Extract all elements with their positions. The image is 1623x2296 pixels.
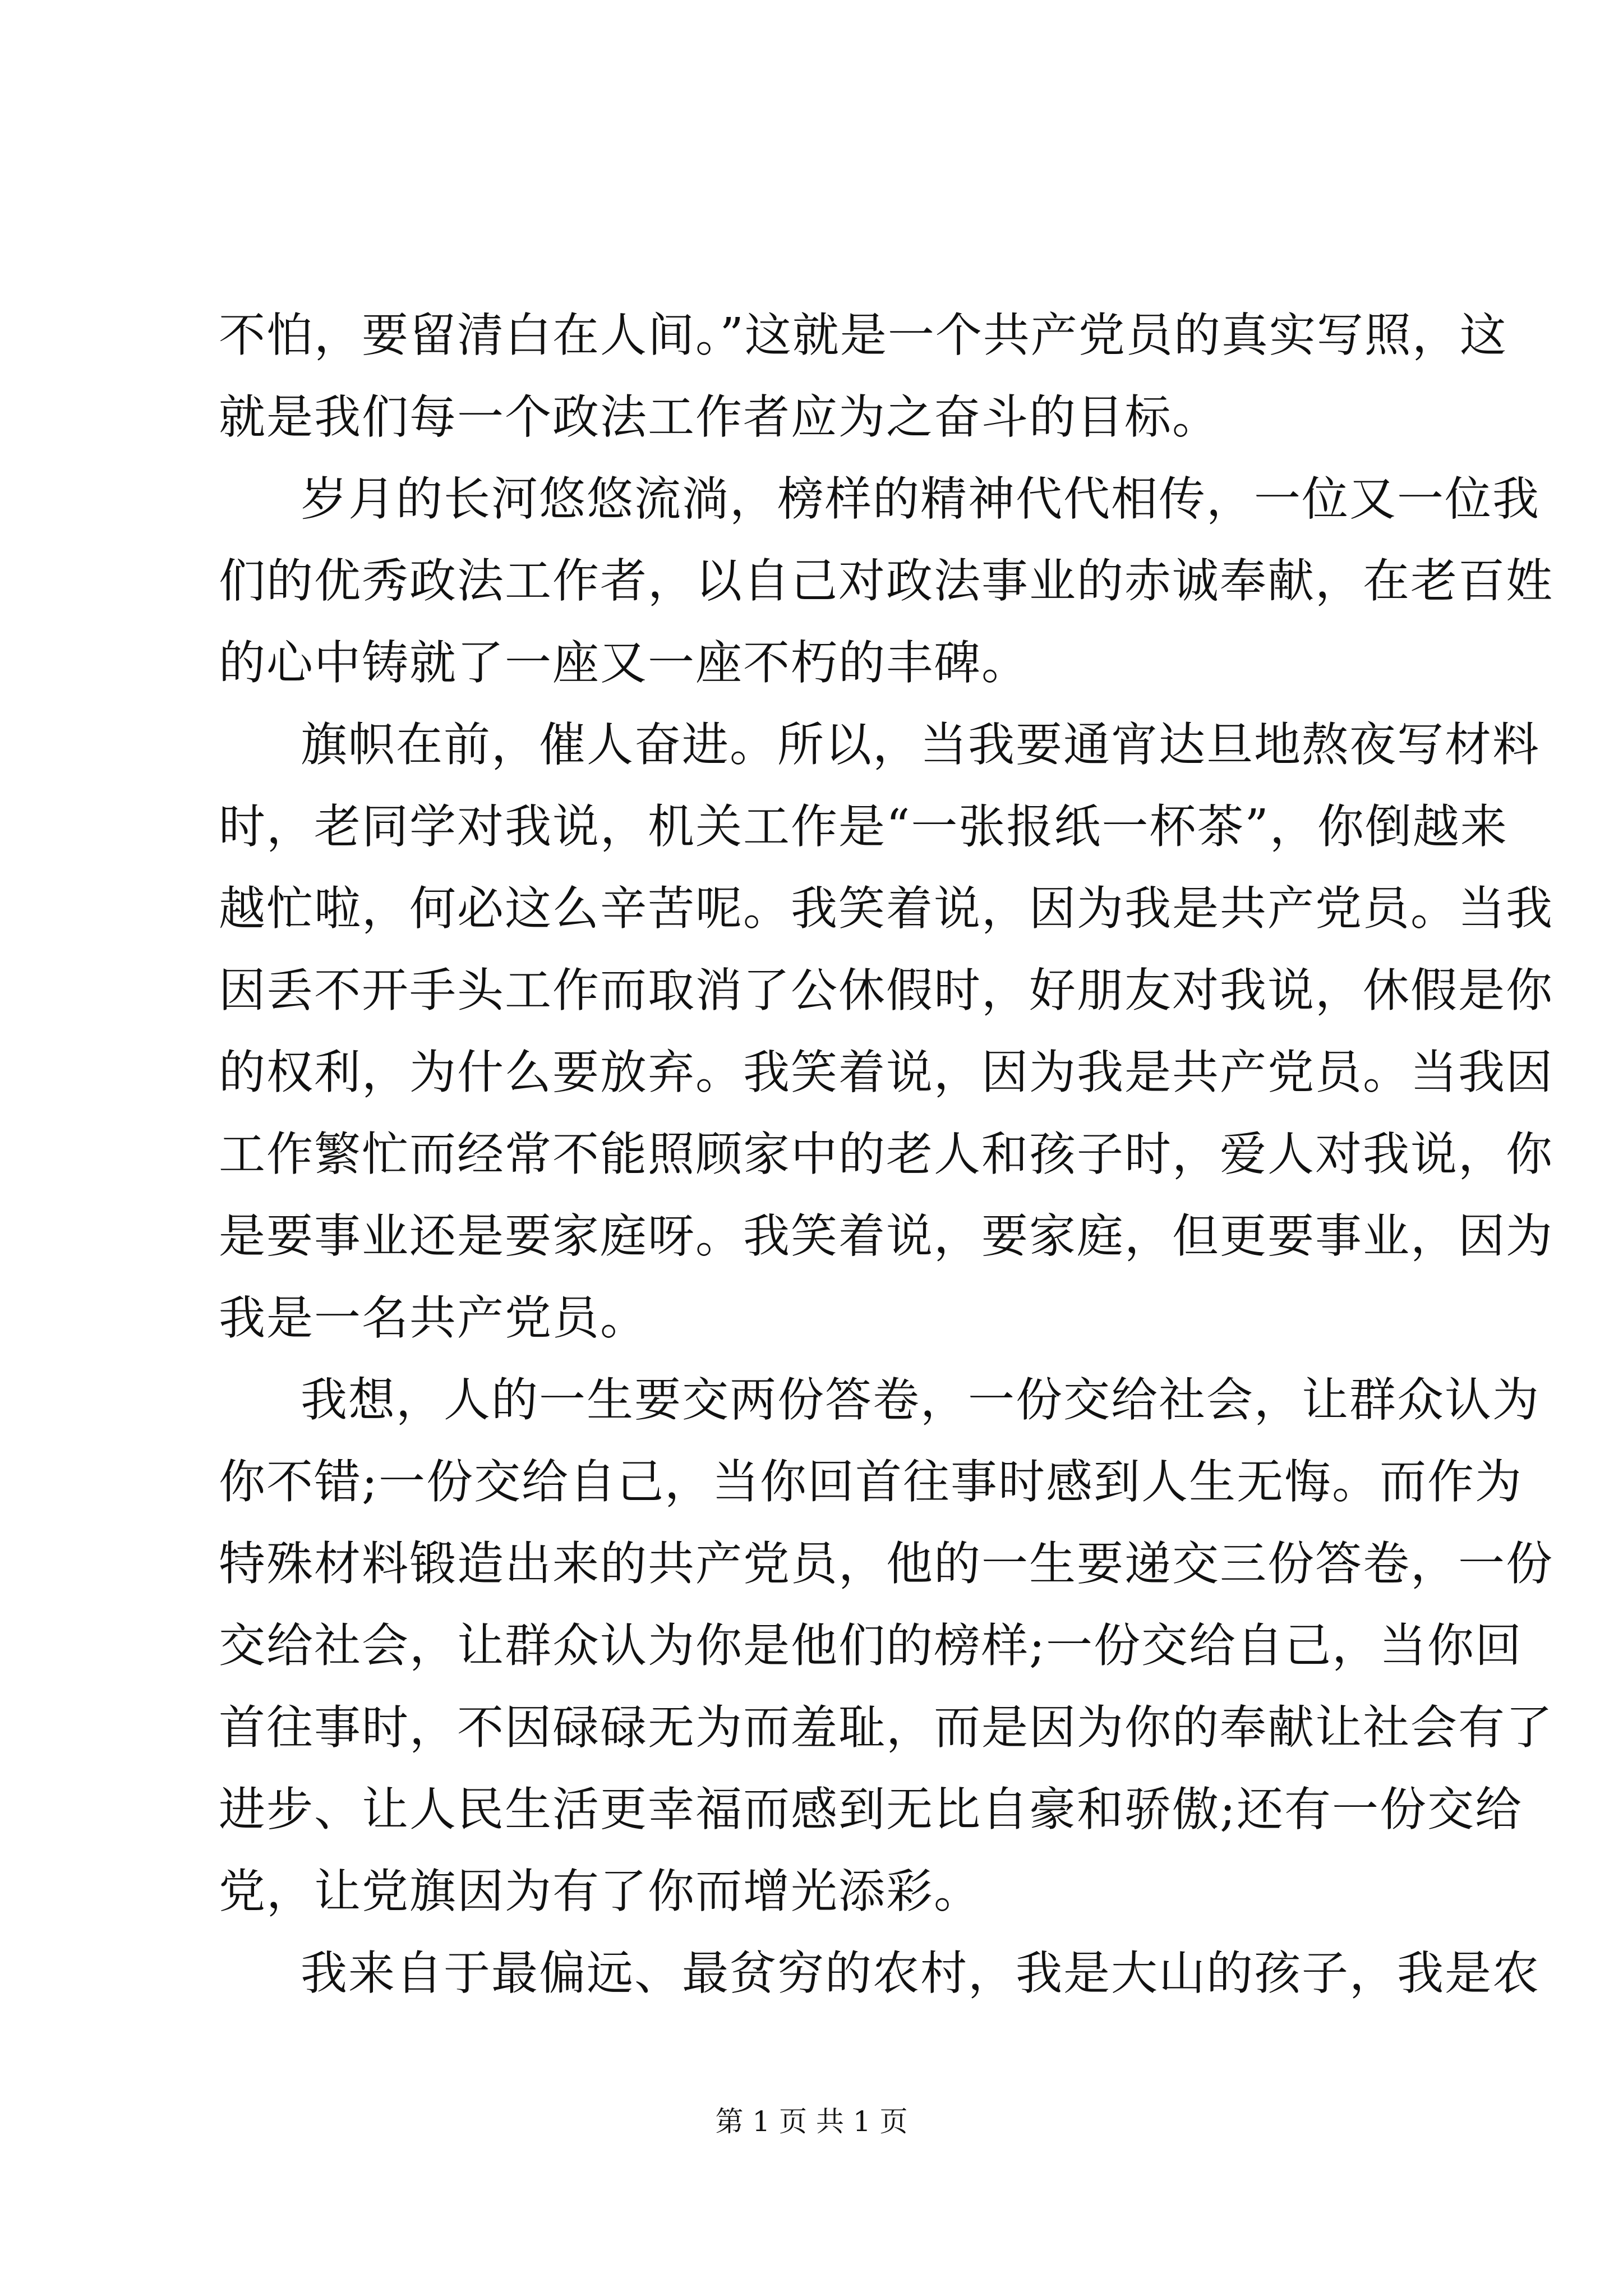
text-line: 不怕，要留清白在人间。”这就是一个共产党员的真实写照，这 <box>219 308 1507 362</box>
page-number-label: 第 1 页 共 1 页 <box>715 2105 908 2138</box>
text-line: 我是一名共产党员。 <box>219 1291 648 1345</box>
text-line: 首往事时，不因碌碌无为而羞耻，而是因为你的奉献让社会有了 <box>219 1700 1553 1755</box>
text-line: 时，老同学对我说，机关工作是“一张报纸一杯茶”，你倒越来 <box>219 799 1508 854</box>
text-line: 旗帜在前，催人奋进。所以，当我要通宵达旦地熬夜写材料 <box>301 717 1540 772</box>
text-line: 我想，人的一生要交两份答卷，一份交给社会，让群众认为 <box>301 1373 1540 1427</box>
text-line: 越忙啦，何必这么辛苦呢。我笑着说，因为我是共产党员。当我 <box>219 881 1553 936</box>
text-line: 你不错;一份交给自己，当你回首往事时感到人生无悔。而作为 <box>219 1455 1523 1509</box>
text-line: 是要事业还是要家庭呀。我笑着说，要家庭，但更要事业，因为 <box>219 1209 1553 1263</box>
text-line: 特殊材料锻造出来的共产党员，他的一生要递交三份答卷，一份 <box>219 1536 1553 1591</box>
text-line: 们的优秀政法工作者，以自己对政法事业的赤诚奉献，在老百姓 <box>219 554 1553 608</box>
page-footer <box>0 2105 1623 2138</box>
text-line: 党，让党旗因为有了你而增光添彩。 <box>219 1864 981 1918</box>
document-body <box>219 295 1553 2014</box>
text-line: 就是我们每一个政法工作者应为之奋斗的目标。 <box>219 390 1220 444</box>
text-line: 岁月的长河悠悠流淌，榜样的精神代代相传，一位又一位我 <box>301 472 1540 526</box>
text-line: 我来自于最偏远、最贫穷的农村，我是大山的孩子，我是农 <box>301 1946 1540 2000</box>
text-line: 工作繁忙而经常不能照顾家中的老人和孩子时，爱人对我说，你 <box>219 1127 1553 1181</box>
text-line: 的权利，为什么要放弃。我笑着说，因为我是共产党员。当我因 <box>219 1045 1553 1099</box>
text-line: 因丢不开手头工作而取消了公休假时，好朋友对我说，休假是你 <box>219 963 1553 1018</box>
text-line: 交给社会，让群众认为你是他们的榜样;一份交给自己，当你回 <box>219 1618 1523 1673</box>
text-line: 进步、让人民生活更幸福而感到无比自豪和骄傲;还有一份交给 <box>219 1782 1523 1837</box>
text-line: 的心中铸就了一座又一座不朽的丰碑。 <box>219 636 1029 690</box>
